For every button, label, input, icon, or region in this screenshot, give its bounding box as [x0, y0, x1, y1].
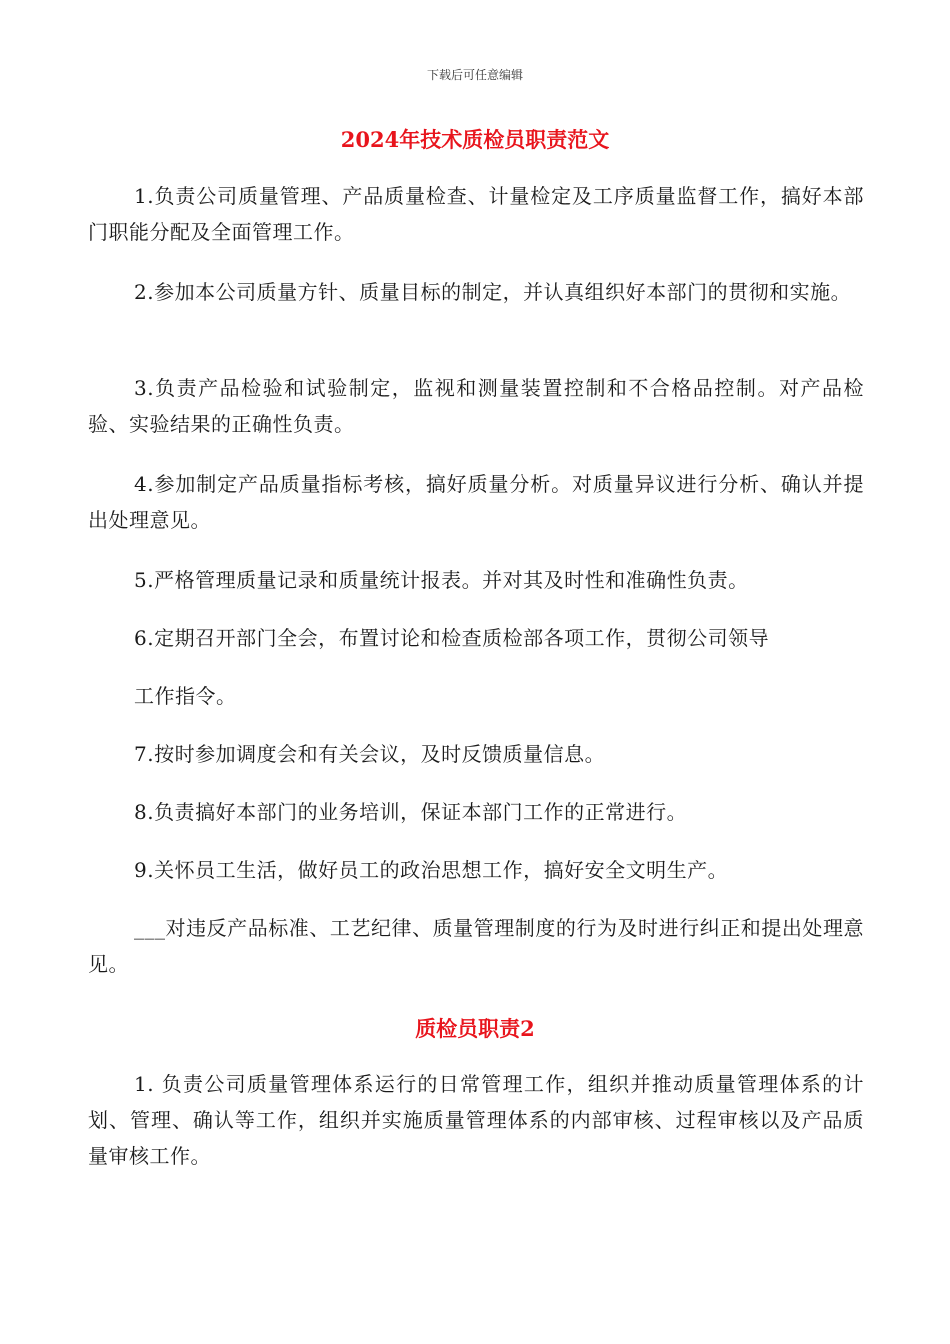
paragraph-10: ___对违反产品标准、工艺纪律、质量管理制度的行为及时进行纠正和提出处理意见。 [88, 916, 864, 976]
section-title: 质检员职责2 [415, 1016, 535, 1041]
document-title: 2024年技术质检员职责范文 [340, 127, 610, 152]
paragraph-9: 9.关怀员工生活，做好员工的政治思想工作，搞好安全文明生产。 [134, 858, 729, 882]
paragraph-6: 6.定期召开部门全会，布置讨论和检查质检部各项工作，贯彻公司领导 [134, 626, 770, 650]
paragraph-6-continued: 工作指令。 [134, 684, 237, 708]
paragraph-8: 8.负责搞好本部门的业务培训，保证本部门工作的正常进行。 [134, 800, 688, 824]
paragraph-3: 3.负责产品检验和试验制定，监视和测量装置控制和不合格品控制。对产品检验、实验结果的正确性负责。 [88, 376, 864, 436]
paragraph-2: 2.参加本公司质量方针、质量目标的制定，并认真组织好本部门的贯彻和实施。 [134, 280, 852, 304]
paragraph-5: 5.严格管理质量记录和质量统计报表。并对其及时性和准确性负责。 [134, 568, 749, 592]
section-2-paragraph-1: 1. 负责公司质量管理体系运行的日常管理工作，组织并推动质量管理体系的计划、管理、确认等工作，组织并实施质量管理体系的内部审核、过程审核以及产品质量审核工作。 [88, 1072, 864, 1168]
paragraph-4: 4.参加制定产品质量指标考核，搞好质量分析。对质量异议进行分析、确认并提出处理意见。 [88, 472, 864, 532]
header-note: 下载后可任意编辑 [426, 68, 523, 82]
paragraph-7: 7.按时参加调度会和有关会议，及时反馈质量信息。 [134, 742, 606, 766]
paragraph-1: 1.负责公司质量管理、产品质量检查、计量检定及工序质量监督工作，搞好本部门职能分配及全面管理工作。 [88, 184, 864, 244]
